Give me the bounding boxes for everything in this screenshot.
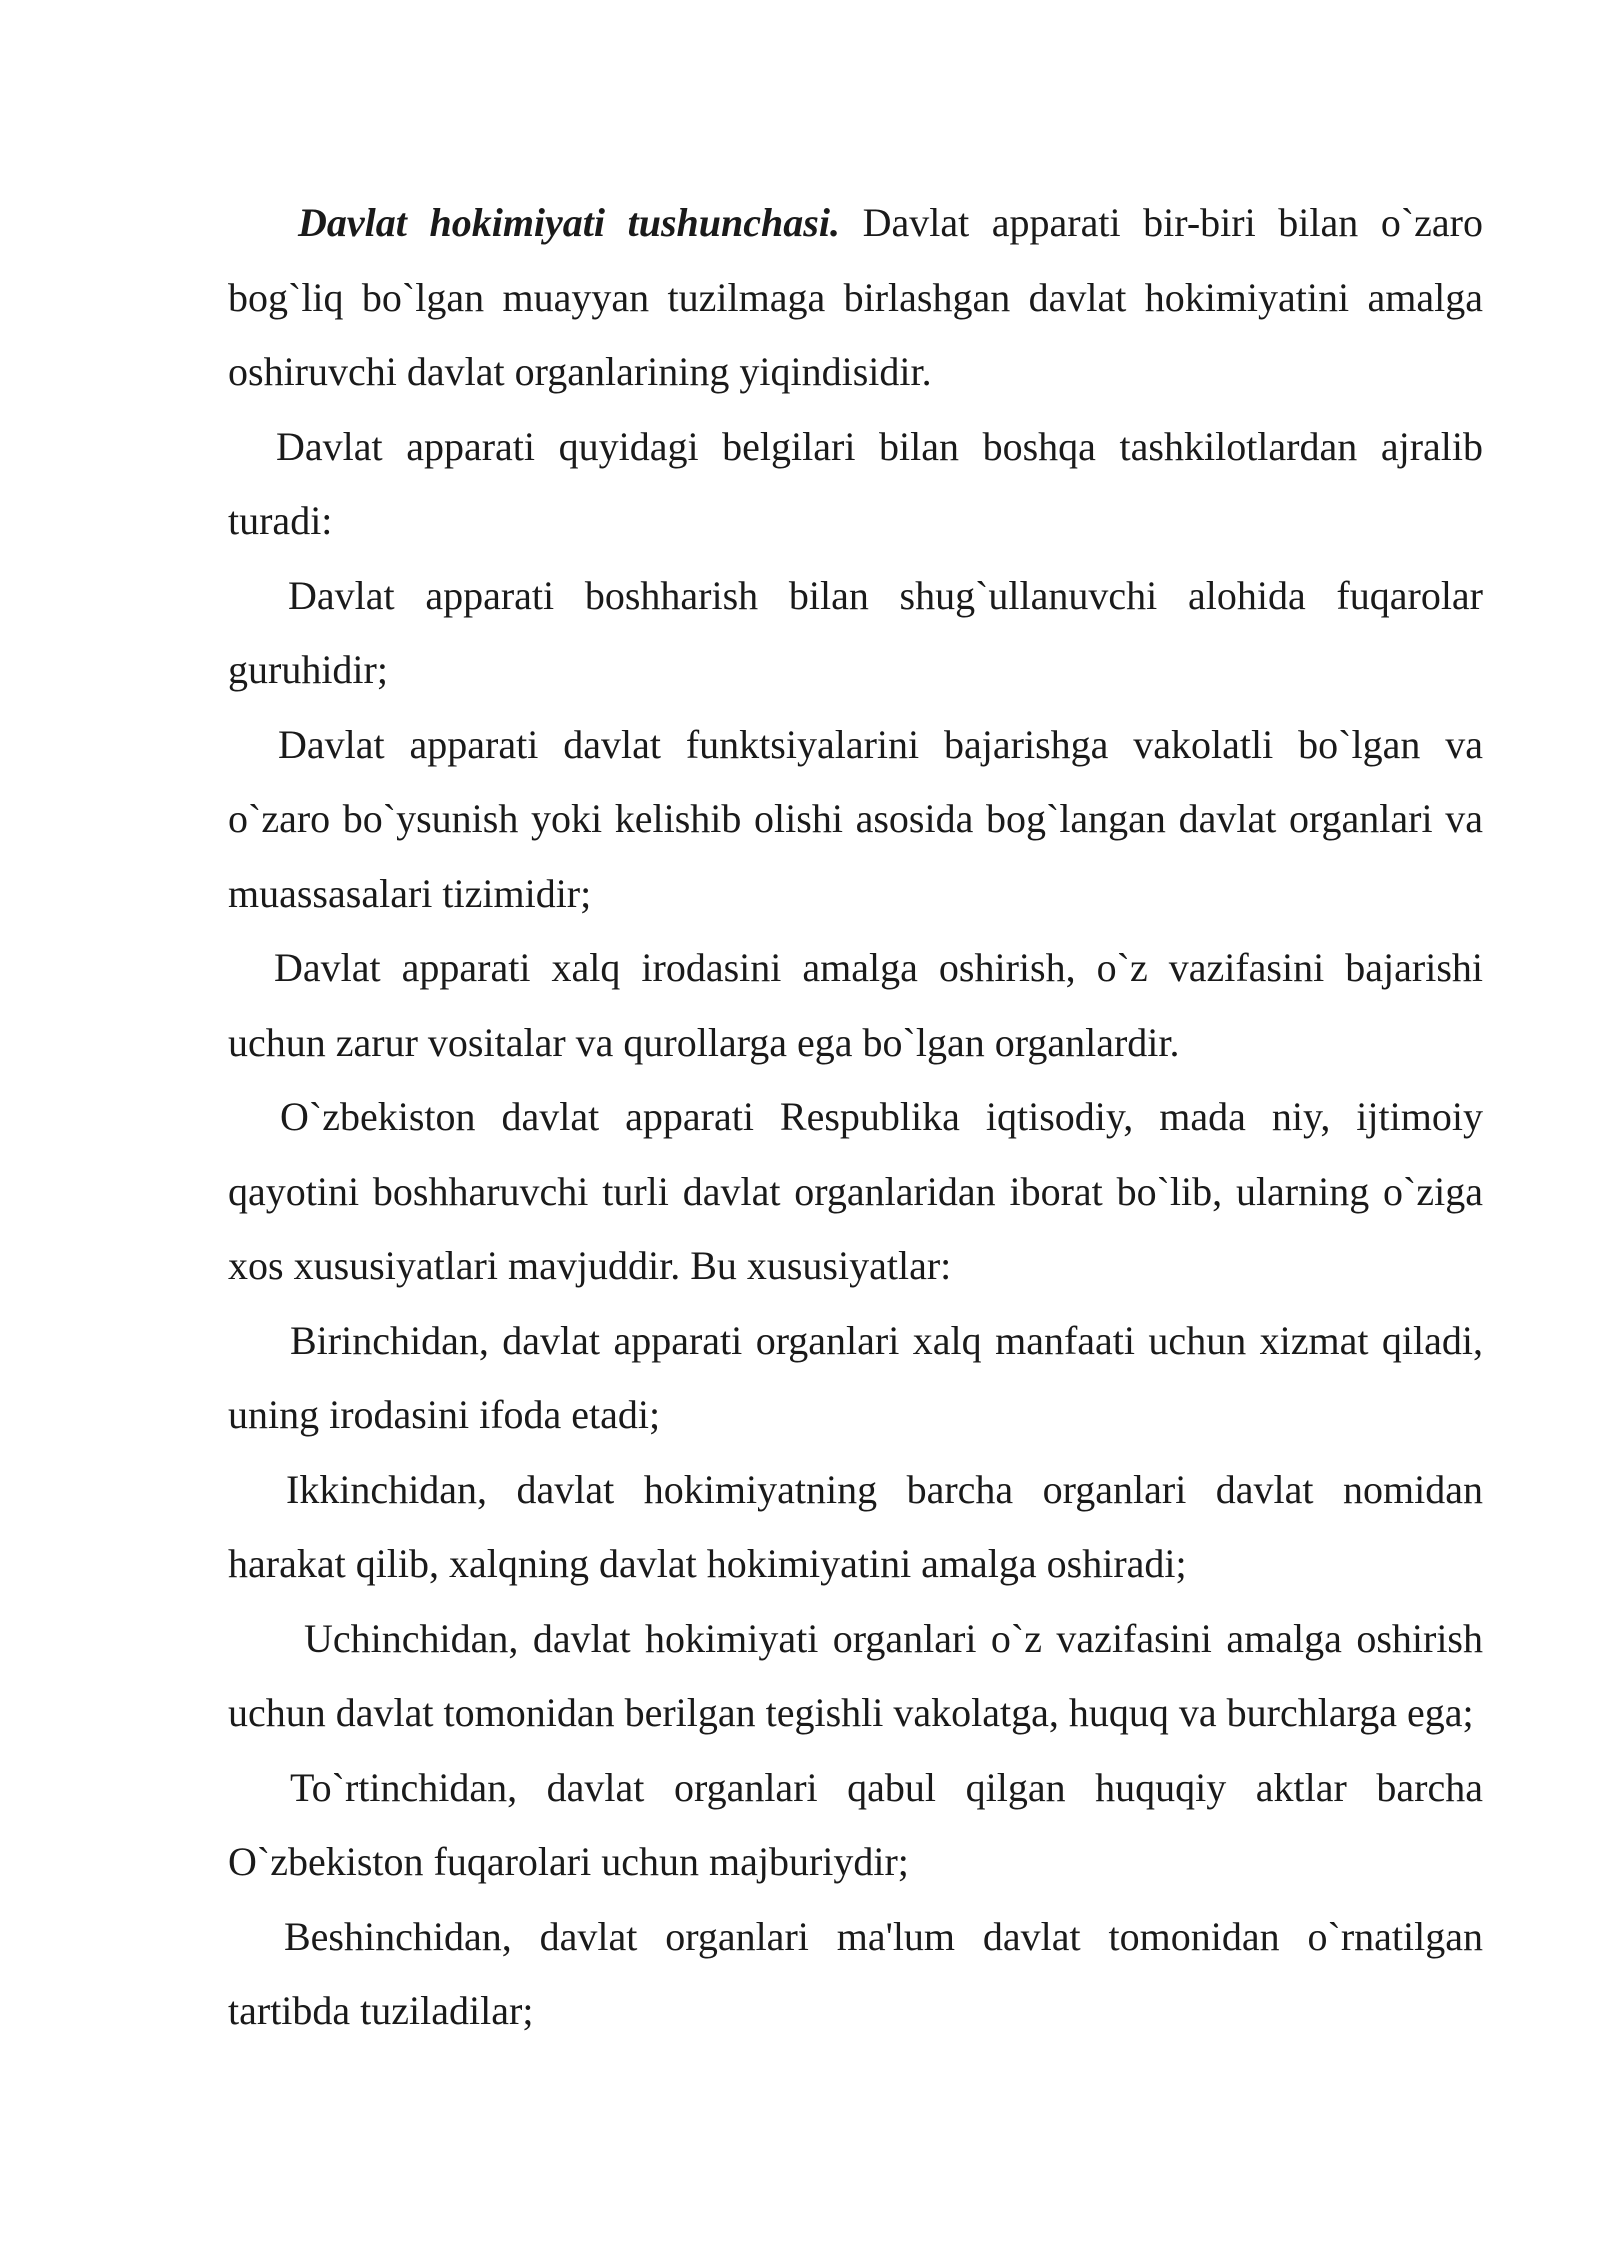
paragraph: Davlat apparati xalq irodasini amalga oshirish, o`z vazifasini bajarishi uchun zarur vositalar va qurollarga ega bo`lgan organlardir. [228,945,1483,1065]
document-body [228,186,1483,2049]
paragraph: O`zbekiston davlat apparati Respublika iqtisodiy, mada niy, ijtimoiy qayotini boshharuvchi turli davlat organlaridan iborat bo`lib, ularning o`ziga xos xususiyatlari mavjuddir. Bu xususiyatlar: [228,1094,1483,1288]
paragraph-intro [228,186,1483,410]
paragraph: Davlat apparati davlat funktsiyalarini bajarishga vakolatli bo`lgan va o`zaro bo`ysunish yoki kelishib olishi asosida bog`langan davlat organlari va muassasalari tizimidir; [228,721,1483,916]
paragraph: To`rtinchidan, davlat organlari qabul qilgan huquqiy aktlar barcha O`zbekiston fuqarolari uchun majburiydir; [228,1764,1483,1884]
paragraph: Uchinchidan, davlat hokimiyati organlari o`z vazifasini amalga oshirish uchun davlat tomonidan berilgan tegishli vakolatga, huquq va burchlarga ega; [228,1615,1483,1735]
paragraph: Birinchidan, davlat apparati organlari xalq manfaati uchun xizmat qiladi, uning irodasini ifoda etadi; [228,1317,1483,1437]
paragraph: Davlat apparati boshharish bilan shug`ullanuvchi alohida fuqarolar guruhidir; [228,572,1483,692]
paragraph: Davlat apparati quyidagi belgilari bilan boshqa tashkilotlardan ajralib turadi: [228,423,1483,543]
paragraph: Beshinchidan, davlat organlari ma'lum davlat tomonidan o`rnatilgan tartibda tuziladilar; [228,1913,1483,2033]
paragraph: Ikkinchidan, davlat hokimiyatning barcha organlari davlat nomidan harakat qilib, xalqning davlat hokimiyatini amalga oshiradi; [228,1466,1483,1586]
paragraph-text: Davlat apparati bir-biri bilan o`zaro bog`liq bo`lgan muayyan tuzilmaga birlashgan davlat hokimiyatini amalga oshiruvchi davlat organlarining yiqindisidir. [228,200,1483,394]
section-heading: Davlat hokimiyati tushunchasi. [298,200,840,245]
